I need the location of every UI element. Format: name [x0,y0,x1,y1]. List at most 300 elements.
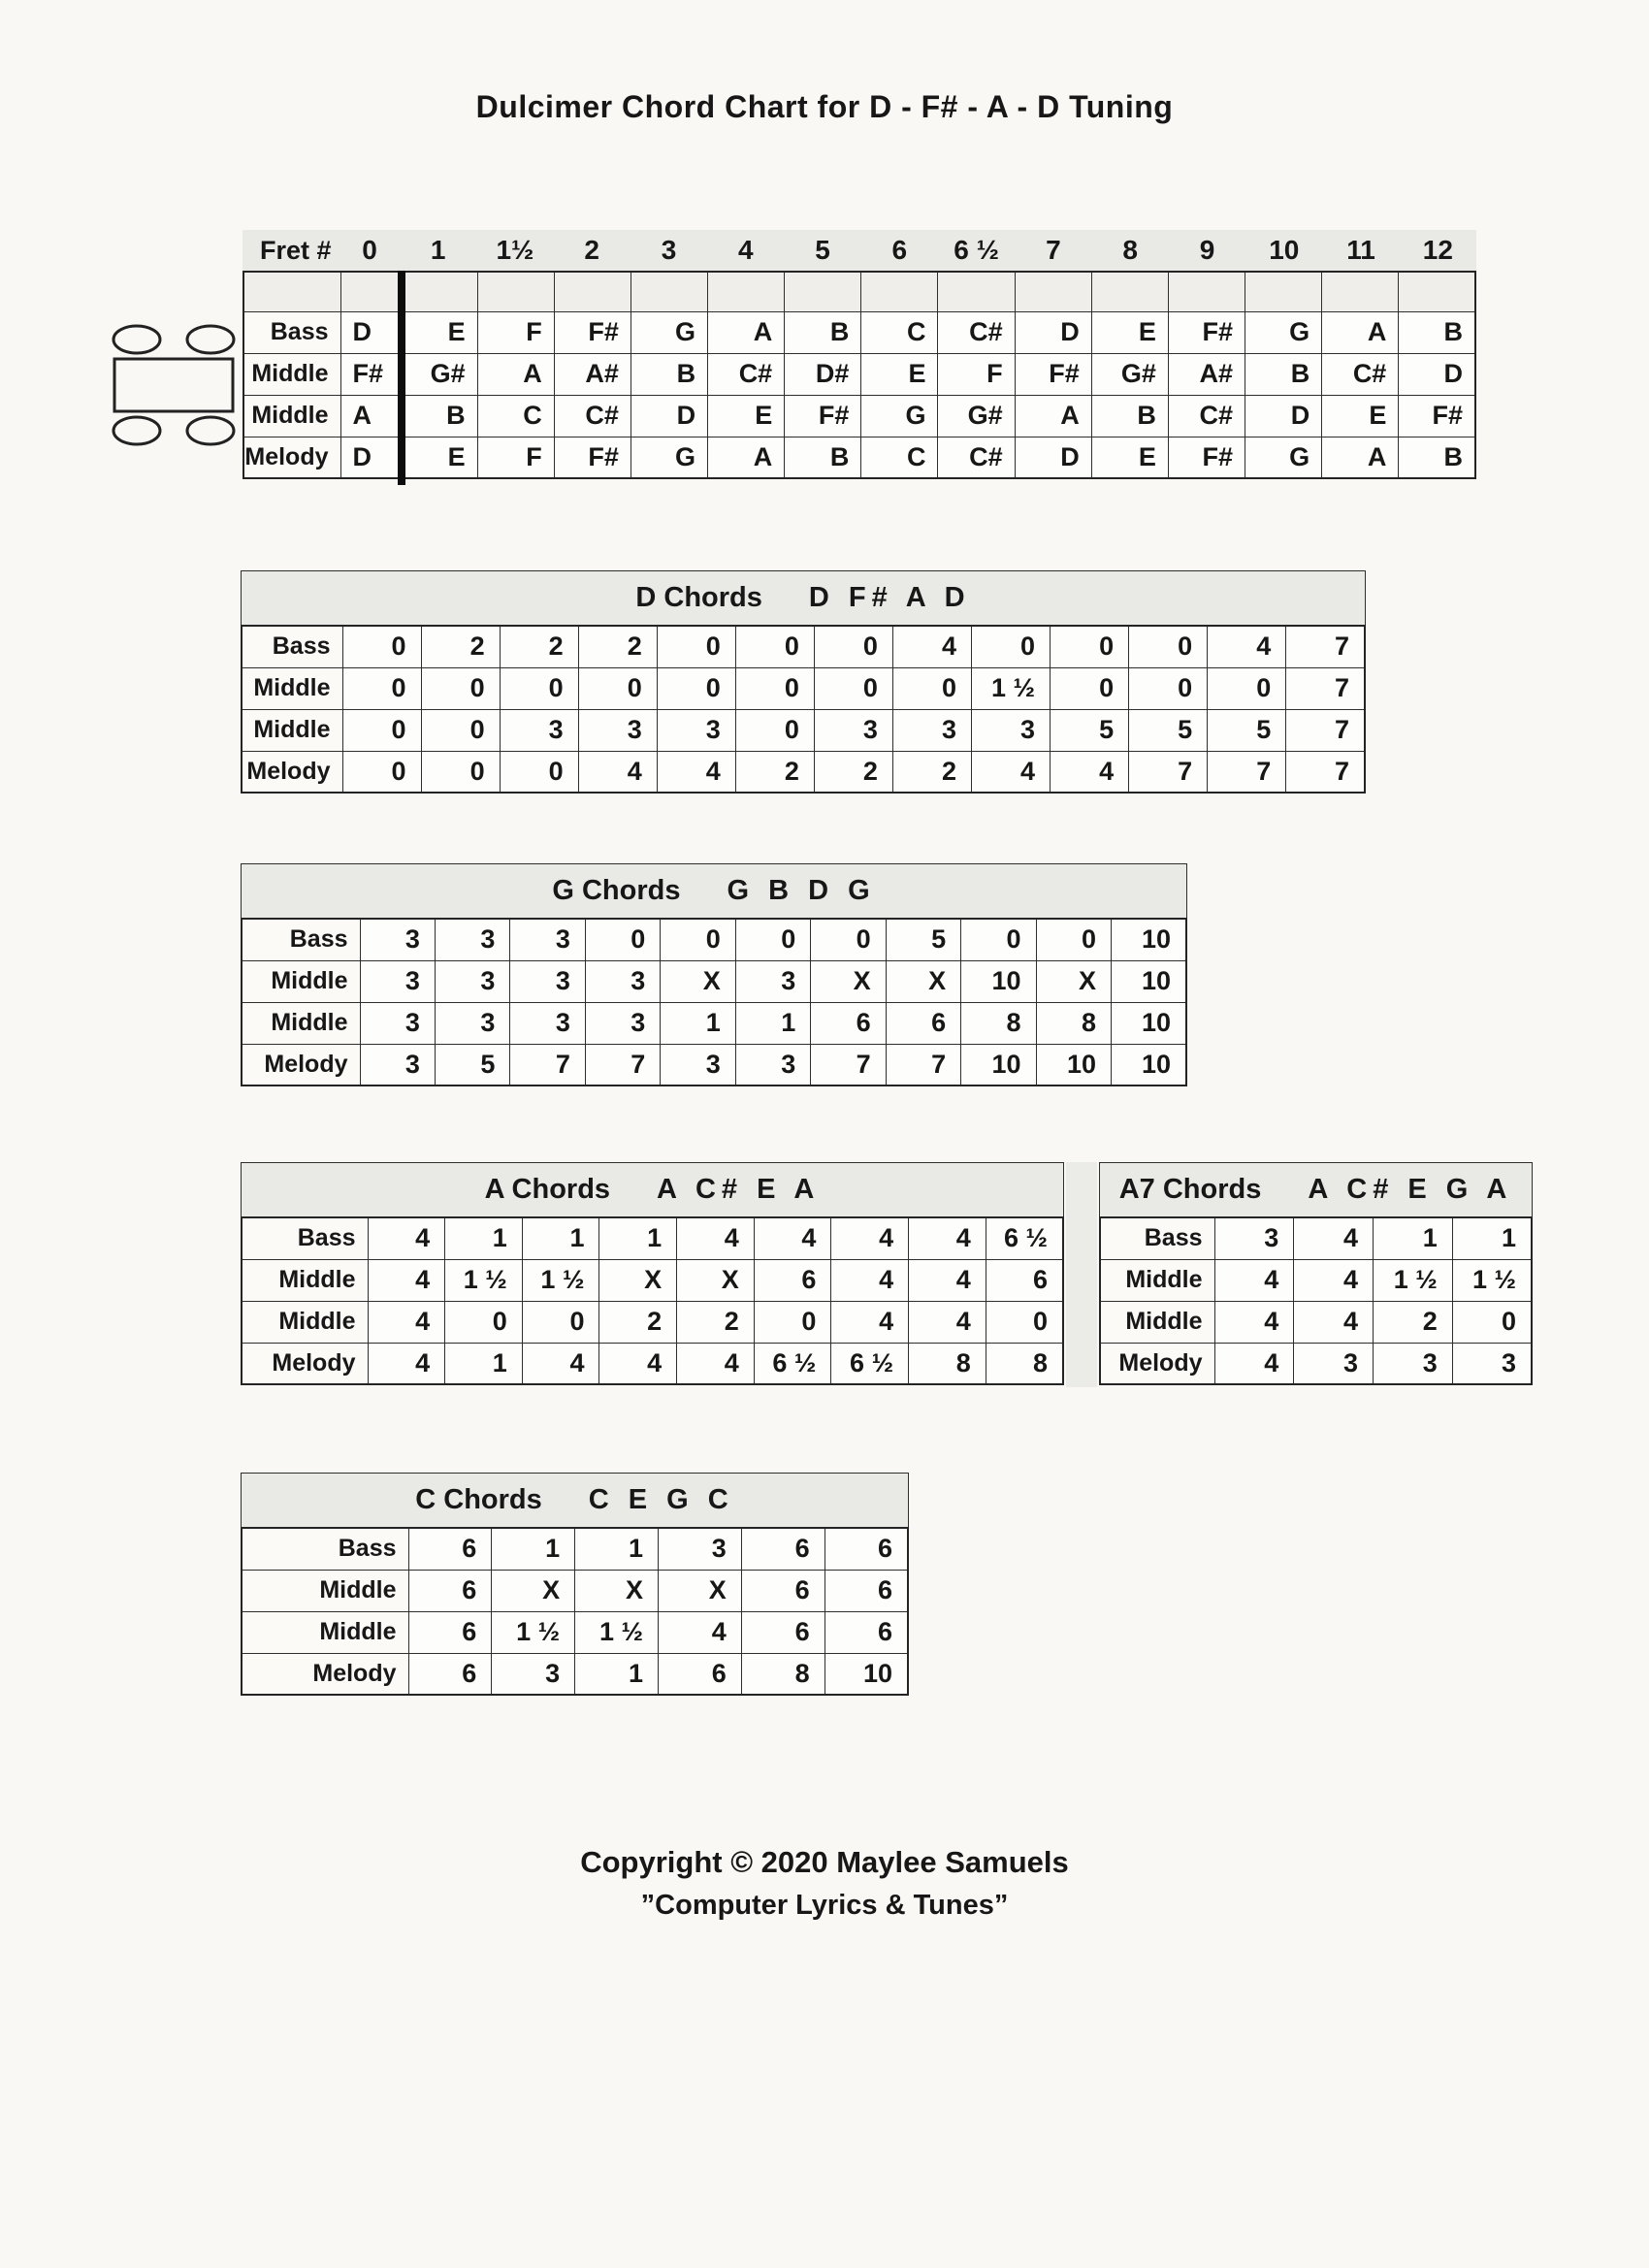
note-cell: C# [938,311,1015,353]
chord-notes: G B D G [727,875,876,906]
fret-value-cell: 2 [677,1301,755,1343]
fret-value-cell: 1 [575,1528,659,1570]
note-cell: F# [340,353,401,395]
fret-value-cell: 3 [1294,1343,1374,1384]
fret-value-cell: 10 [961,960,1036,1002]
fret-value-cell: 4 [1214,1259,1294,1301]
fret-value-cell: 3 [972,709,1051,751]
fret-value-cell: 4 [1208,626,1286,667]
fret-value-cell: 4 [368,1259,445,1301]
table-gap-shading [1066,1162,1097,1387]
fret-value-cell: X [575,1570,659,1611]
spacer-cell [477,272,554,311]
note-cell: B [1245,353,1322,395]
fret-value-cell: 4 [657,751,735,793]
note-cell: E [401,311,477,353]
fret-value-cell: 1 [445,1217,523,1259]
fret-value-cell: 0 [1051,626,1129,667]
chord-row [242,1570,908,1611]
fret-value-cell: 1 [492,1528,575,1570]
fretboard-string-row [243,395,1475,437]
fret-value-cell: 3 [435,919,509,960]
fret-value-cell: 0 [1051,667,1129,709]
fret-value-cell: 0 [342,626,421,667]
fret-value-cell: 0 [445,1301,523,1343]
fret-value-cell: 1 [1452,1217,1532,1259]
fret-value-cell: 2 [578,626,657,667]
chord-row [1100,1217,1532,1259]
note-cell: G [861,395,938,437]
fret-value-cell: 10 [824,1653,908,1695]
spacer-cell [554,272,630,311]
note-cell: E [1322,395,1399,437]
fret-value-cell: X [811,960,886,1002]
fret-value-cell: 6 [754,1259,831,1301]
chord-value-grid [241,1527,909,1696]
fret-value-cell: 1 ½ [1452,1259,1532,1301]
note-cell: F [477,311,554,353]
fret-number-label: 12 [1422,235,1453,265]
fret-value-cell: 0 [754,1301,831,1343]
fret-value-cell: 0 [814,626,892,667]
fret-value-cell: 1 [661,1002,735,1044]
tuning-peg [187,417,234,444]
fret-value-cell: 4 [522,1343,599,1384]
fret-value-cell: 7 [585,1044,660,1085]
fret-value-cell: 4 [754,1217,831,1259]
spacer-cell [401,272,477,311]
string-label: Middle [242,667,342,709]
fret-number-header [242,230,1476,271]
note-cell: B [401,395,477,437]
string-label: Melody [242,1343,368,1384]
fret-value-cell: 4 [1214,1343,1294,1384]
spacer-cell [630,272,707,311]
spacer-cell [1015,272,1091,311]
fret-value-cell: 1 [1374,1217,1453,1259]
spacer-cell [1168,272,1245,311]
spacer-cell [861,272,938,311]
fret-value-cell: 4 [599,1343,677,1384]
fret-value-cell: 10 [1112,919,1186,960]
note-cell: F# [1399,395,1475,437]
fret-value-cell: 6 [408,1611,492,1653]
note-cell: G# [401,353,477,395]
note-cell: D [630,395,707,437]
note-cell: D [1399,353,1475,395]
fretboard-spacer-row [243,272,1475,311]
fret-value-cell: 2 [599,1301,677,1343]
note-cell: A [1015,395,1091,437]
string-label: Bass [1100,1217,1214,1259]
fret-value-cell: 6 [408,1570,492,1611]
note-cell: C [861,311,938,353]
fret-value-cell: 4 [578,751,657,793]
fret-value-cell: 0 [522,1301,599,1343]
note-cell: C# [1168,395,1245,437]
note-cell: E [861,353,938,395]
note-cell: E [1091,437,1168,478]
note-cell: A# [554,353,630,395]
chord-table-g [241,863,1187,1086]
copyright-line-1: Copyright © 2020 Maylee Samuels [580,1845,1069,1879]
note-cell: A# [1168,353,1245,395]
string-label: Bass [242,626,342,667]
chord-table-header [1099,1162,1533,1216]
chord-table-title: G Chords [552,875,681,906]
spacer-cell [1091,272,1168,311]
chord-row [1100,1259,1532,1301]
fret-value-cell: 4 [909,1301,986,1343]
note-cell: A [477,353,554,395]
fret-value-cell: 3 [360,919,435,960]
fret-value-cell: 8 [961,1002,1036,1044]
chord-table-header [241,863,1187,918]
fret-value-cell: 3 [435,960,509,1002]
chord-row [242,1044,1186,1085]
fretboard-table [242,230,1476,479]
note-cell: B [785,437,861,478]
fret-value-cell: 0 [421,751,500,793]
fret-value-cell: 4 [677,1217,755,1259]
fretboard-string-row [243,311,1475,353]
fret-value-cell: 1 [575,1653,659,1695]
fret-value-cell: X [599,1259,677,1301]
spacer-cell [1322,272,1399,311]
fret-value-cell: 3 [435,1002,509,1044]
note-cell: C# [1322,353,1399,395]
fret-value-cell: 2 [500,626,578,667]
string-label: Middle [242,709,342,751]
fret-value-cell: 4 [1294,1217,1374,1259]
copyright-line-2: ”Computer Lyrics & Tunes” [640,1890,1009,1921]
fret-value-cell: 10 [1112,960,1186,1002]
spacer-cell [1245,272,1322,311]
chord-value-grid [1099,1216,1533,1385]
fret-value-cell: 7 [1208,751,1286,793]
fret-number-label: 6 ½ [954,235,999,265]
chord-table-a [241,1162,1064,1385]
chord-value-grid [241,625,1366,794]
fret-value-cell: 7 [886,1044,960,1085]
fret-value-cell: 1 ½ [445,1259,523,1301]
fret-value-cell: 8 [1036,1002,1111,1044]
fret-value-cell: 7 [1286,751,1365,793]
fret-value-cell: 6 [741,1611,824,1653]
dulcimer-head-diagram [110,323,240,447]
fret-value-cell: 4 [892,626,971,667]
note-cell: E [708,395,785,437]
string-label: Middle [242,1301,368,1343]
fret-value-cell: 1 ½ [1374,1259,1453,1301]
fretboard-string-row [243,437,1475,478]
fret-value-cell: 0 [585,919,660,960]
note-cell: B [630,353,707,395]
string-label: Bass [242,1217,368,1259]
fret-value-cell: 4 [831,1259,909,1301]
fret-value-cell: 0 [1036,919,1111,960]
fret-value-cell: X [492,1570,575,1611]
fret-value-cell: 3 [657,709,735,751]
note-cell: A [1322,311,1399,353]
fret-value-cell: 1 ½ [522,1259,599,1301]
fret-value-cell: 5 [435,1044,509,1085]
fret-value-cell: 4 [1294,1259,1374,1301]
chord-row [242,919,1186,960]
nut-line [398,271,405,485]
chord-notes: D F# A D [808,582,971,613]
fret-number-label: 11 [1346,235,1375,265]
fret-value-cell: 0 [342,751,421,793]
chord-notes: A C# E G A [1308,1174,1513,1205]
note-cell: F# [1168,311,1245,353]
fret-value-cell: 8 [909,1343,986,1384]
fret-value-cell: 2 [892,751,971,793]
fret-value-cell: 3 [892,709,971,751]
chord-row [242,1217,1063,1259]
fret-number-label: 7 [1046,235,1061,265]
chord-row [1100,1343,1532,1384]
fret-value-cell: 4 [909,1259,986,1301]
fret-value-cell: 0 [735,626,814,667]
string-label: Melody [243,437,340,478]
fret-value-cell: 1 ½ [492,1611,575,1653]
chord-row [242,709,1365,751]
spacer-cell [1399,272,1475,311]
note-cell: A [340,395,401,437]
fret-value-cell: 0 [657,667,735,709]
string-label: Middle [242,1002,360,1044]
fret-value-cell: 7 [811,1044,886,1085]
fret-value-cell: 3 [360,1002,435,1044]
note-cell: B [1091,395,1168,437]
note-cell: C [477,395,554,437]
note-cell: D [340,311,401,353]
string-label: Bass [242,1528,408,1570]
note-cell: G [630,311,707,353]
chord-row [242,1528,908,1570]
tuning-head [114,359,233,411]
fret-value-cell: X [886,960,960,1002]
spacer-cell [708,272,785,311]
fret-value-cell: 0 [500,751,578,793]
spacer-cell [243,272,340,311]
fret-value-cell: 6 [741,1528,824,1570]
fret-value-cell: 4 [1294,1301,1374,1343]
fret-value-cell: 1 ½ [575,1611,659,1653]
string-label: Bass [242,919,360,960]
string-label: Melody [1100,1343,1214,1384]
chord-table-header [241,1162,1064,1216]
fret-value-cell: 4 [972,751,1051,793]
note-cell: B [1399,311,1475,353]
fret-value-cell: 3 [510,919,585,960]
note-cell: D [1015,311,1091,353]
chord-row [242,1653,908,1695]
spacer-cell [938,272,1015,311]
note-cell: D [340,437,401,478]
fret-value-cell: 6 [824,1611,908,1653]
note-cell: B [1399,437,1475,478]
fret-value-cell: 3 [1452,1343,1532,1384]
fret-value-cell: 10 [1112,1044,1186,1085]
note-cell: G [630,437,707,478]
fret-number-label: 5 [815,235,830,265]
chord-notes: A C# E A [657,1174,821,1205]
fret-value-cell: 10 [961,1044,1036,1085]
string-label: Melody [242,1044,360,1085]
note-cell: D [1245,395,1322,437]
fret-value-cell: 8 [986,1343,1063,1384]
fret-value-cell: 0 [421,709,500,751]
note-cell: F# [1015,353,1091,395]
note-cell: F [477,437,554,478]
fret-value-cell: 4 [909,1217,986,1259]
note-cell: F# [554,311,630,353]
fret-value-cell: 0 [735,919,810,960]
string-label: Melody [242,1653,408,1695]
fret-value-cell: 4 [677,1343,755,1384]
string-label: Middle [243,353,340,395]
fret-value-cell: 3 [814,709,892,751]
note-cell: E [401,437,477,478]
fret-value-cell: 3 [735,960,810,1002]
tuning-peg [113,417,160,444]
string-label: Melody [242,751,342,793]
fret-value-cell: 0 [342,709,421,751]
fret-value-cell: 6 [408,1653,492,1695]
fret-value-cell: 3 [1374,1343,1453,1384]
note-cell: A [708,311,785,353]
fret-value-cell: 0 [892,667,971,709]
fret-value-cell: 2 [421,626,500,667]
chord-row [242,1301,1063,1343]
fret-value-cell: 6 [824,1570,908,1611]
fret-value-cell: 6 [824,1528,908,1570]
note-cell: D# [785,353,861,395]
fret-value-cell: 0 [1208,667,1286,709]
fret-corner-label: Fret # [260,235,332,265]
fret-value-cell: 3 [492,1653,575,1695]
fret-value-cell: 2 [735,751,814,793]
fret-value-cell: 3 [658,1528,741,1570]
fret-number-label: 2 [584,235,599,265]
fret-value-cell: 10 [1036,1044,1111,1085]
string-label: Middle [242,960,360,1002]
fret-value-cell: 0 [342,667,421,709]
fret-value-cell: 7 [1286,626,1365,667]
string-label: Middle [1100,1259,1214,1301]
fret-value-cell: 1 [599,1217,677,1259]
note-cell: F [938,353,1015,395]
spacer-cell [340,272,401,311]
fret-value-cell: 4 [368,1343,445,1384]
string-label: Middle [1100,1301,1214,1343]
fret-value-cell: 7 [1286,709,1365,751]
fret-value-cell: 1 ½ [972,667,1051,709]
tuning-head-drawing [110,323,240,447]
fret-value-cell: 6 ½ [986,1217,1063,1259]
fret-value-cell: 7 [1286,667,1365,709]
chord-row [242,1002,1186,1044]
note-cell: B [785,311,861,353]
fret-value-cell: 0 [657,626,735,667]
fret-value-cell: 0 [972,626,1051,667]
fret-value-cell: 5 [1208,709,1286,751]
note-cell: C# [708,353,785,395]
fret-value-cell: 6 ½ [754,1343,831,1384]
string-label: Middle [243,395,340,437]
fret-value-cell: 0 [986,1301,1063,1343]
string-label: Bass [243,311,340,353]
fret-value-cell: 7 [1129,751,1208,793]
fret-value-cell: 4 [658,1611,741,1653]
fret-number-label: 1½ [496,235,534,265]
chord-row [1100,1301,1532,1343]
fret-number-label: 6 [891,235,908,265]
fret-value-cell: 0 [500,667,578,709]
chord-table-title: A7 Chords [1118,1174,1262,1205]
fret-number-label: 10 [1269,235,1300,265]
note-cell: A [708,437,785,478]
note-cell: C# [554,395,630,437]
fret-value-cell: 3 [510,1002,585,1044]
fret-value-cell: 0 [421,667,500,709]
fret-value-cell: 3 [578,709,657,751]
chord-row [242,667,1365,709]
fret-value-cell: 5 [1051,709,1129,751]
fret-value-cell: 4 [368,1301,445,1343]
fret-value-cell: X [658,1570,741,1611]
fret-value-cell: 4 [368,1217,445,1259]
fret-value-cell: 4 [1051,751,1129,793]
chord-table-c [241,1473,909,1696]
fret-value-cell: 0 [1129,626,1208,667]
note-cell: G# [1091,353,1168,395]
fret-value-cell: 1 [735,1002,810,1044]
fretboard-string-row [243,353,1475,395]
chord-row [242,960,1186,1002]
fret-number-label: 3 [661,235,677,265]
fret-value-cell: 6 [886,1002,960,1044]
fret-number-label: 8 [1122,235,1138,265]
note-cell: F# [785,395,861,437]
fret-value-cell: 0 [735,709,814,751]
note-cell: D [1015,437,1091,478]
tuning-peg [187,326,234,353]
page-title: Dulcimer Chord Chart for D - F# - A - D Tuning [475,89,1174,124]
fret-value-cell: 1 [522,1217,599,1259]
fret-number-label: 4 [737,235,754,265]
chord-table-header [241,1473,909,1527]
chord-table-title: C Chords [415,1484,542,1515]
fret-value-cell: 8 [741,1653,824,1695]
note-cell: E [1091,311,1168,353]
fret-value-cell: 0 [814,667,892,709]
chord-notes: C E G C [588,1484,734,1515]
fret-value-cell: 0 [1452,1301,1532,1343]
fret-value-cell: 3 [735,1044,810,1085]
note-cell: C# [938,437,1015,478]
chord-row [242,751,1365,793]
fret-value-cell: 3 [360,960,435,1002]
string-label: Middle [242,1259,368,1301]
fret-value-cell: 0 [961,919,1036,960]
fret-value-cell: 6 [741,1570,824,1611]
chord-row [242,1611,908,1653]
fret-value-cell: X [1036,960,1111,1002]
chord-table-d [241,570,1366,794]
